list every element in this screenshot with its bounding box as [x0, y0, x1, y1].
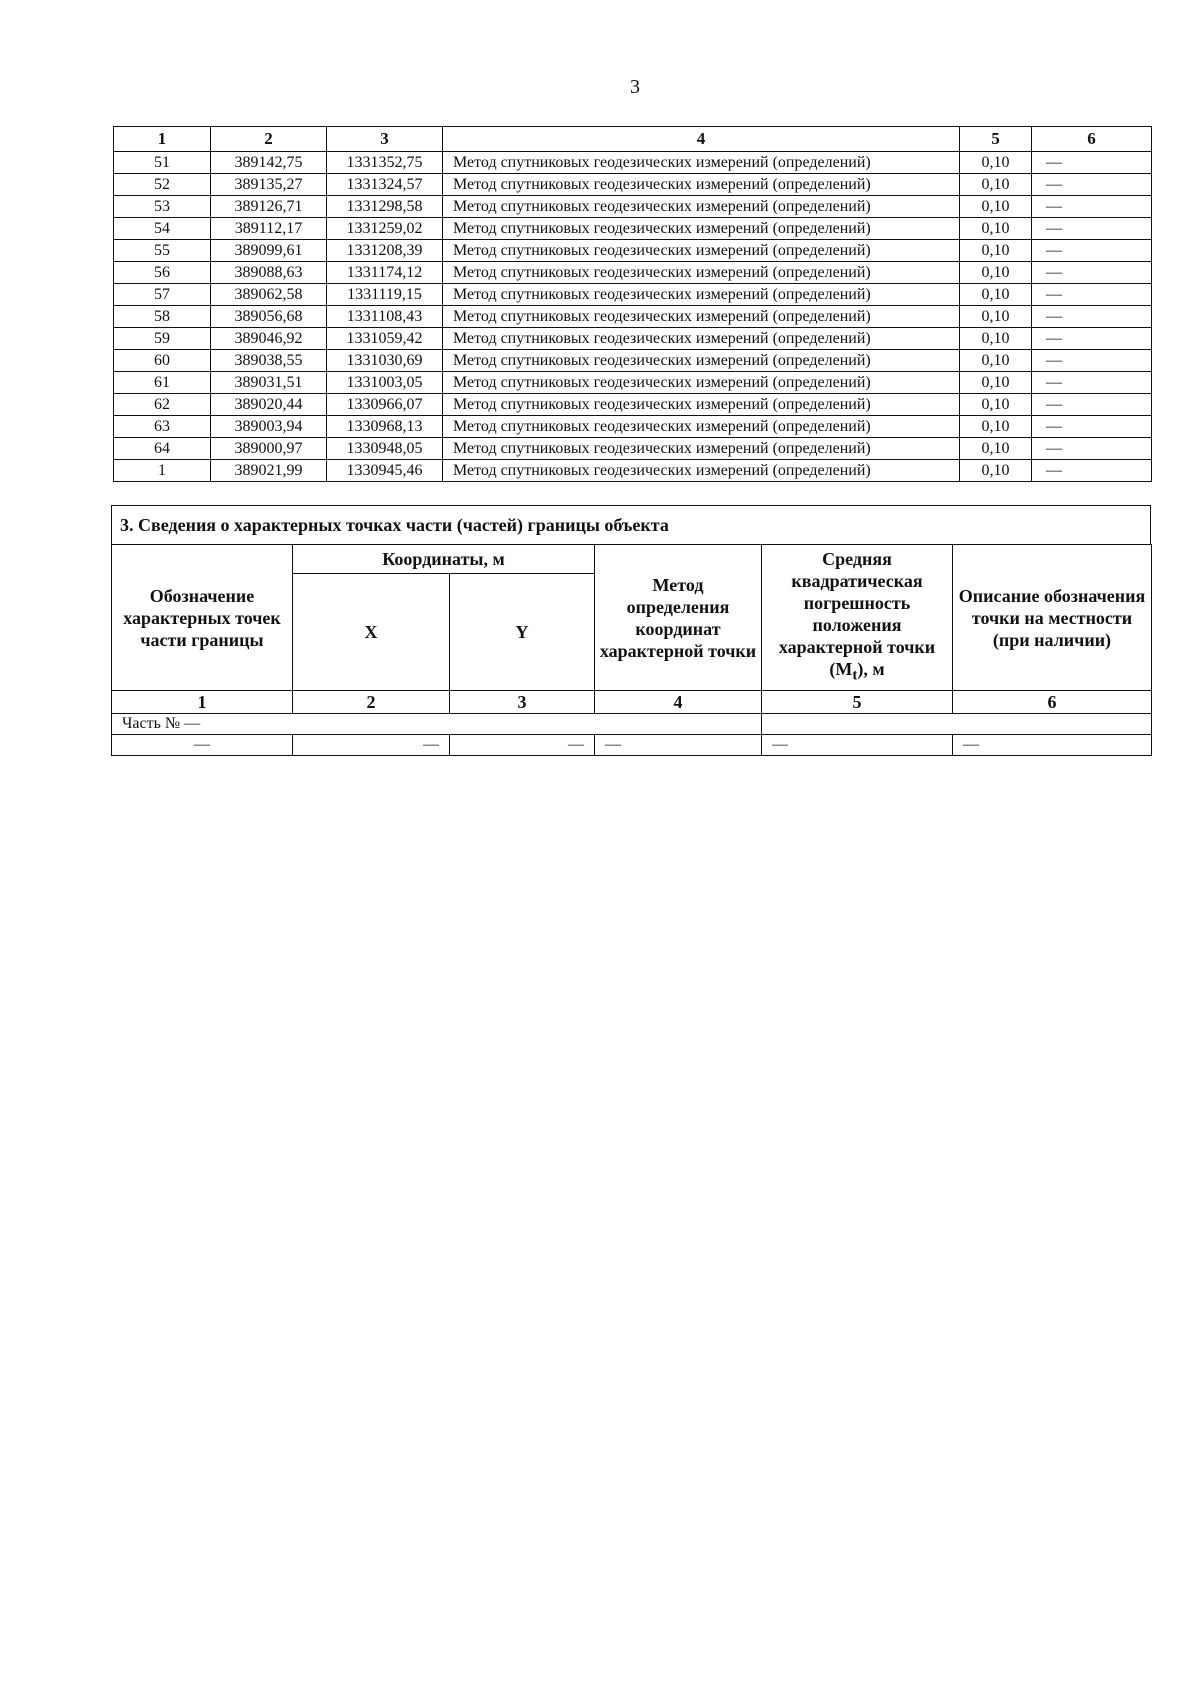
description-cell: —	[1032, 328, 1152, 350]
table-row	[114, 416, 1152, 438]
description-cell: —	[1032, 152, 1152, 174]
accuracy-cell: 0,10	[960, 372, 1032, 394]
accuracy-cell: 0,10	[960, 306, 1032, 328]
table-row	[114, 306, 1152, 328]
coord-y-cell: 1331298,58	[327, 196, 443, 218]
table-row	[114, 372, 1152, 394]
method-cell: Метод спутниковых геодезических измерений (определений)	[443, 460, 960, 482]
coord-y-cell: 1331119,15	[327, 284, 443, 306]
accuracy-cell: 0,10	[960, 240, 1032, 262]
table-row	[114, 262, 1152, 284]
point-number-cell: 53	[114, 196, 211, 218]
coord-x-cell: 389126,71	[211, 196, 327, 218]
coordinates-table	[113, 126, 1152, 482]
header-accuracy-suffix: ), м	[857, 659, 885, 680]
header-accuracy	[762, 545, 953, 691]
point-number-cell: 1	[114, 460, 211, 482]
description-cell: —	[1032, 196, 1152, 218]
section-3-title: 3. Сведения о характерных точках части (частей) границы объекта	[111, 505, 1151, 544]
header-method: Метод определения координат характерной точки	[595, 545, 762, 691]
header-col-6: 6	[1032, 127, 1152, 152]
header-designation: Обозначение характерных точек части границы	[112, 545, 293, 691]
method-cell: Метод спутниковых геодезических измерений (определений)	[443, 284, 960, 306]
coord-y-cell: 1330948,05	[327, 438, 443, 460]
part-dash-row	[112, 735, 1152, 756]
accuracy-cell: 0,10	[960, 284, 1032, 306]
description-cell: —	[1032, 372, 1152, 394]
method-cell: Метод спутниковых геодезических измерений (определений)	[443, 394, 960, 416]
part-num-3: 3	[450, 691, 595, 714]
dash-cell-5: —	[762, 735, 953, 756]
coord-x-cell: 389142,75	[211, 152, 327, 174]
header-coordinates: Координаты, м	[293, 545, 595, 574]
table-row	[114, 460, 1152, 482]
point-number-cell: 54	[114, 218, 211, 240]
header-col-2: 2	[211, 127, 327, 152]
coord-x-cell: 389020,44	[211, 394, 327, 416]
table-header-row	[114, 127, 1152, 152]
method-cell: Метод спутниковых геодезических измерений (определений)	[443, 438, 960, 460]
header-col-1: 1	[114, 127, 211, 152]
part-label-empty	[762, 714, 1152, 735]
accuracy-cell: 0,10	[960, 394, 1032, 416]
coord-x-cell: 389088,63	[211, 262, 327, 284]
coord-x-cell: 389062,58	[211, 284, 327, 306]
point-number-cell: 60	[114, 350, 211, 372]
description-cell: —	[1032, 350, 1152, 372]
part-points-table	[111, 544, 1152, 756]
header-y: Y	[450, 574, 595, 691]
coord-y-cell: 1331030,69	[327, 350, 443, 372]
coord-y-cell: 1330968,13	[327, 416, 443, 438]
part-table-header-row	[112, 545, 1152, 574]
accuracy-cell: 0,10	[960, 174, 1032, 196]
point-number-cell: 59	[114, 328, 211, 350]
method-cell: Метод спутниковых геодезических измерений (определений)	[443, 350, 960, 372]
coord-y-cell: 1331059,42	[327, 328, 443, 350]
header-accuracy-sub: t	[852, 667, 858, 684]
section-3	[111, 505, 1151, 756]
point-number-cell: 62	[114, 394, 211, 416]
accuracy-cell: 0,10	[960, 196, 1032, 218]
part-label-row	[112, 714, 1152, 735]
coord-y-cell: 1330945,46	[327, 460, 443, 482]
point-number-cell: 56	[114, 262, 211, 284]
method-cell: Метод спутниковых геодезических измерений (определений)	[443, 306, 960, 328]
coord-x-cell: 389135,27	[211, 174, 327, 196]
point-number-cell: 57	[114, 284, 211, 306]
coord-y-cell: 1331174,12	[327, 262, 443, 284]
accuracy-cell: 0,10	[960, 218, 1032, 240]
coord-x-cell: 389000,97	[211, 438, 327, 460]
table-row	[114, 350, 1152, 372]
dash-cell-4: —	[595, 735, 762, 756]
point-number-cell: 63	[114, 416, 211, 438]
method-cell: Метод спутниковых геодезических измерений (определений)	[443, 416, 960, 438]
coord-x-cell: 389112,17	[211, 218, 327, 240]
accuracy-cell: 0,10	[960, 438, 1032, 460]
coord-y-cell: 1331208,39	[327, 240, 443, 262]
description-cell: —	[1032, 460, 1152, 482]
part-table-number-row	[112, 691, 1152, 714]
accuracy-cell: 0,10	[960, 262, 1032, 284]
point-number-cell: 55	[114, 240, 211, 262]
coord-x-cell: 389021,99	[211, 460, 327, 482]
coord-x-cell: 389031,51	[211, 372, 327, 394]
description-cell: —	[1032, 306, 1152, 328]
method-cell: Метод спутниковых геодезических измерений (определений)	[443, 196, 960, 218]
accuracy-cell: 0,10	[960, 152, 1032, 174]
method-cell: Метод спутниковых геодезических измерений (определений)	[443, 372, 960, 394]
page-number: 3	[630, 76, 640, 98]
header-description: Описание обозначения точки на местности (при наличии)	[953, 545, 1152, 691]
description-cell: —	[1032, 284, 1152, 306]
coord-y-cell: 1331324,57	[327, 174, 443, 196]
coord-y-cell: 1330966,07	[327, 394, 443, 416]
description-cell: —	[1032, 394, 1152, 416]
part-num-4: 4	[595, 691, 762, 714]
header-x: X	[293, 574, 450, 691]
header-col-5: 5	[960, 127, 1032, 152]
part-label: Часть № —	[112, 714, 762, 735]
table-row	[114, 284, 1152, 306]
header-accuracy-text: Средняя квадратическая погрешность положения характерной точки (M	[778, 549, 936, 680]
description-cell: —	[1032, 218, 1152, 240]
description-cell: —	[1032, 174, 1152, 196]
table-row	[114, 218, 1152, 240]
point-number-cell: 64	[114, 438, 211, 460]
point-number-cell: 61	[114, 372, 211, 394]
point-number-cell: 52	[114, 174, 211, 196]
table-row	[114, 174, 1152, 196]
part-num-5: 5	[762, 691, 953, 714]
table-row	[114, 438, 1152, 460]
coord-x-cell: 389046,92	[211, 328, 327, 350]
coord-y-cell: 1331259,02	[327, 218, 443, 240]
accuracy-cell: 0,10	[960, 350, 1032, 372]
coord-y-cell: 1331003,05	[327, 372, 443, 394]
part-num-1: 1	[112, 691, 293, 714]
coord-x-cell: 389099,61	[211, 240, 327, 262]
point-number-cell: 51	[114, 152, 211, 174]
method-cell: Метод спутниковых геодезических измерений (определений)	[443, 262, 960, 284]
accuracy-cell: 0,10	[960, 460, 1032, 482]
description-cell: —	[1032, 416, 1152, 438]
part-num-2: 2	[293, 691, 450, 714]
coordinates-table-body	[114, 152, 1152, 482]
method-cell: Метод спутниковых геодезических измерений (определений)	[443, 218, 960, 240]
coord-x-cell: 389056,68	[211, 306, 327, 328]
table-row	[114, 240, 1152, 262]
table-row	[114, 152, 1152, 174]
method-cell: Метод спутниковых геодезических измерений (определений)	[443, 240, 960, 262]
dash-cell-6: —	[953, 735, 1152, 756]
description-cell: —	[1032, 438, 1152, 460]
description-cell: —	[1032, 240, 1152, 262]
method-cell: Метод спутниковых геодезических измерений (определений)	[443, 152, 960, 174]
table-row	[114, 196, 1152, 218]
accuracy-cell: 0,10	[960, 416, 1032, 438]
coord-y-cell: 1331352,75	[327, 152, 443, 174]
dash-cell-3: —	[450, 735, 595, 756]
header-col-4: 4	[443, 127, 960, 152]
coord-y-cell: 1331108,43	[327, 306, 443, 328]
table-row	[114, 328, 1152, 350]
accuracy-cell: 0,10	[960, 328, 1032, 350]
table-row	[114, 394, 1152, 416]
method-cell: Метод спутниковых геодезических измерений (определений)	[443, 328, 960, 350]
coord-x-cell: 389003,94	[211, 416, 327, 438]
point-number-cell: 58	[114, 306, 211, 328]
dash-cell-2: —	[293, 735, 450, 756]
dash-cell-1: —	[112, 735, 293, 756]
part-num-6: 6	[953, 691, 1152, 714]
coord-x-cell: 389038,55	[211, 350, 327, 372]
description-cell: —	[1032, 262, 1152, 284]
method-cell: Метод спутниковых геодезических измерений (определений)	[443, 174, 960, 196]
header-col-3: 3	[327, 127, 443, 152]
